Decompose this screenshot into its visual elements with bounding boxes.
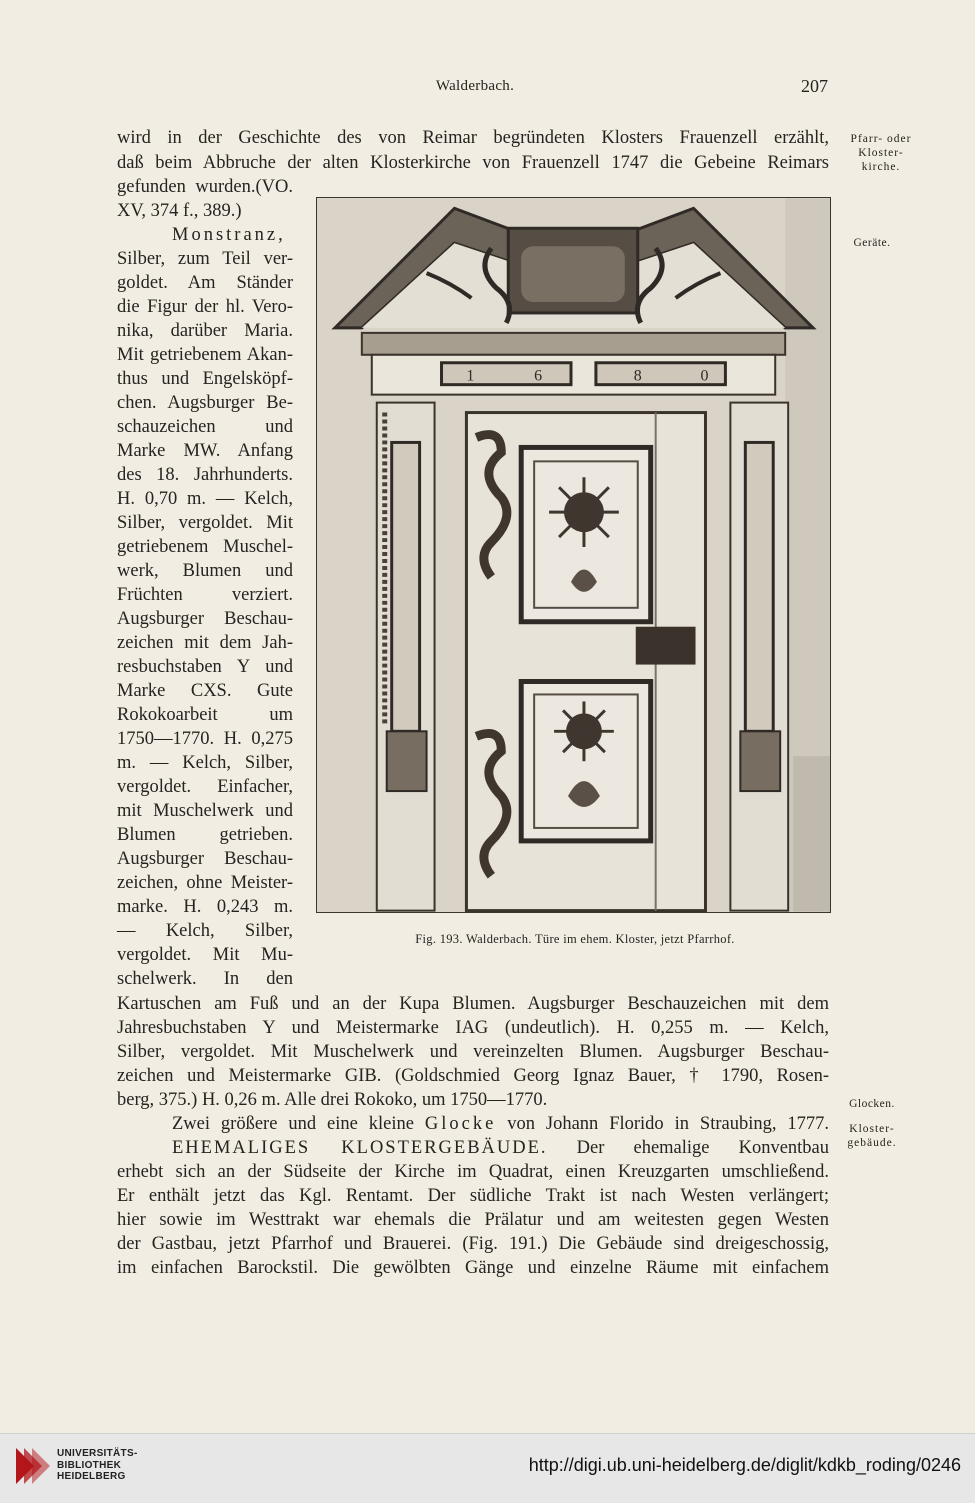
lintel-digit: 1 bbox=[466, 367, 475, 385]
door-illustration bbox=[317, 198, 830, 912]
body-line: schelwerk. In den bbox=[117, 969, 293, 989]
body-line: im einfachen Barockstil. Die gewölbten Gänge und einzelne Räume mit einfachem bbox=[117, 1258, 829, 1278]
body-line: Silber, vergoldet. Mit bbox=[117, 513, 293, 533]
glocke-prefix: Zwei größere und eine kleine bbox=[172, 1114, 414, 1134]
margin-note-line: Kloster- bbox=[858, 147, 904, 159]
body-line: berg, 375.) H. 0,26 m. Alle drei Rokoko, um 1750—1770. bbox=[117, 1090, 548, 1110]
figure-caption: Fig. 193. Walderbach. Türe im ehem. Kloster, jetzt Pfarrhof. bbox=[415, 932, 735, 946]
lintel-digit: 8 bbox=[633, 367, 642, 385]
lintel-digit: 0 bbox=[700, 367, 709, 385]
body-line: hier sowie im Westtrakt war ehemals die Prälatur und am weitesten gegen Westen bbox=[117, 1210, 829, 1230]
body-line: der Gastbau, jetzt Pfarrhof und Brauerei. (Fig. 191.) Die Gebäude sind dreigeschossig, bbox=[117, 1234, 829, 1254]
body-line: getriebenem Muschel- bbox=[117, 537, 293, 557]
glocke-suffix: von Johann Florido in Straubing, 1777. bbox=[507, 1114, 830, 1134]
body-line: — Kelch, Silber, bbox=[117, 921, 293, 941]
body-line: Augsburger Beschau- bbox=[117, 849, 293, 869]
body-line: vergoldet. Mit Mu- bbox=[117, 945, 293, 965]
university-library-logo-icon bbox=[14, 1446, 54, 1486]
body-line: nika, darüber Maria. bbox=[117, 321, 293, 341]
body-line: Silber, vergoldet. Mit Muschelwerk und vereinzelten Blumen. Augsburger Beschau- bbox=[117, 1042, 829, 1062]
margin-note-klostergebaeude bbox=[836, 1122, 908, 1150]
page-number: 207 bbox=[801, 76, 828, 96]
body-line: Silber, zum Teil ver- bbox=[117, 249, 293, 269]
margin-note-pfarrkirche bbox=[836, 132, 926, 174]
body-line: gefunden wurden.(VO. bbox=[117, 177, 293, 197]
body-line: schauzeichen und bbox=[117, 417, 293, 437]
running-header: Walderbach. bbox=[435, 78, 515, 94]
library-name-line: BIBLIOTHEK bbox=[57, 1459, 122, 1471]
body-line: m. — Kelch, Silber, bbox=[117, 753, 293, 773]
body-line: mit Muschelwerk und bbox=[117, 801, 293, 821]
body-line-glocke bbox=[117, 1112, 829, 1136]
margin-note-line: gebäude. bbox=[847, 1137, 897, 1149]
body-line: Augsburger Beschau- bbox=[117, 609, 293, 629]
door-photograph bbox=[316, 197, 831, 913]
body-line: vergoldet. Einfacher, bbox=[117, 777, 293, 797]
body-line: H. 0,70 m. — Kelch, bbox=[117, 489, 293, 509]
library-name bbox=[57, 1448, 138, 1483]
section-heading-rest: Der ehemalige Konventbau bbox=[576, 1138, 830, 1158]
body-line: Blumen getrieben. bbox=[117, 825, 293, 845]
body-line: Marke CXS. Gute bbox=[117, 681, 293, 701]
body-line: werk, Blumen und bbox=[117, 561, 293, 581]
body-line: zeichen mit dem Jah- bbox=[117, 633, 293, 653]
body-line: marke. H. 0,243 m. bbox=[117, 897, 293, 917]
library-name-line: UNIVERSITÄTS- bbox=[57, 1448, 138, 1459]
library-name-line: HEIDELBERG bbox=[57, 1471, 126, 1482]
body-line: zeichen und Meistermarke GIB. (Goldschmied Georg Ignaz Bauer, † 1790, Rosen- bbox=[117, 1066, 829, 1086]
glocke-keyword: Glocke bbox=[424, 1114, 497, 1134]
body-line: Mit getriebenem Akan- bbox=[117, 345, 293, 365]
body-line: 1750—1770. H. 0,275 bbox=[117, 729, 293, 749]
viewer-footer bbox=[0, 1433, 975, 1503]
body-line: daß beim Abbruche der alten Klosterkirche von Frauenzell 1747 die Gebeine Reimars bbox=[117, 153, 829, 173]
body-line: wird in der Geschichte des von Reimar begründeten Klosters Frauenzell erzählt, bbox=[117, 128, 829, 148]
body-line: die Figur der hl. Vero- bbox=[117, 297, 293, 317]
body-line: goldet. Am Ständer bbox=[117, 273, 293, 293]
lintel-digit: 6 bbox=[534, 367, 543, 385]
body-line: Er enthält jetzt das Kgl. Rentamt. Der südliche Trakt ist nach Westen verlängert; bbox=[117, 1186, 829, 1206]
body-line: erhebt sich an der Südseite der Kirche im Quadrat, einen Kreuzgarten umschließend. bbox=[117, 1162, 829, 1182]
margin-note-glocken: Glocken. bbox=[849, 1098, 895, 1110]
body-line: Rokokoarbeit um bbox=[117, 705, 293, 725]
margin-note-line: kirche. bbox=[861, 161, 901, 173]
body-line: chen. Augsburger Be- bbox=[117, 393, 293, 413]
body-line: Früchten verziert. bbox=[117, 585, 293, 605]
body-line: Marke MW. Anfang bbox=[117, 441, 293, 461]
body-line: thus und Engelsköpf- bbox=[117, 369, 293, 389]
body-line: XV, 374 f., 389.) bbox=[117, 201, 242, 221]
body-line: zeichen, ohne Meister- bbox=[117, 873, 293, 893]
body-line-kloster-heading bbox=[117, 1136, 829, 1160]
margin-note-line: Pfarr- oder bbox=[850, 133, 912, 145]
body-line: resbuchstaben Y und bbox=[117, 657, 293, 677]
margin-note-geraete: Geräte. bbox=[853, 237, 891, 249]
body-line: des 18. Jahrhunderts. bbox=[117, 465, 293, 485]
body-line: Jahresbuchstaben Y und Meistermarke IAG (undeutlich). H. 0,255 m. — Kelch, bbox=[117, 1018, 829, 1038]
section-heading: EHEMALIGES KLOSTERGEBÄUDE. bbox=[172, 1138, 548, 1158]
margin-note-line: Kloster- bbox=[849, 1123, 895, 1135]
permalink-url[interactable]: http://digi.ub.uni-heidelberg.de/diglit/kdkb_roding/0246 bbox=[528, 1455, 961, 1475]
body-line-monstranz: Monstranz, bbox=[172, 225, 286, 245]
body-line: Kartuschen am Fuß und an der Kupa Blumen. Augsburger Beschauzeichen mit dem bbox=[117, 994, 829, 1014]
